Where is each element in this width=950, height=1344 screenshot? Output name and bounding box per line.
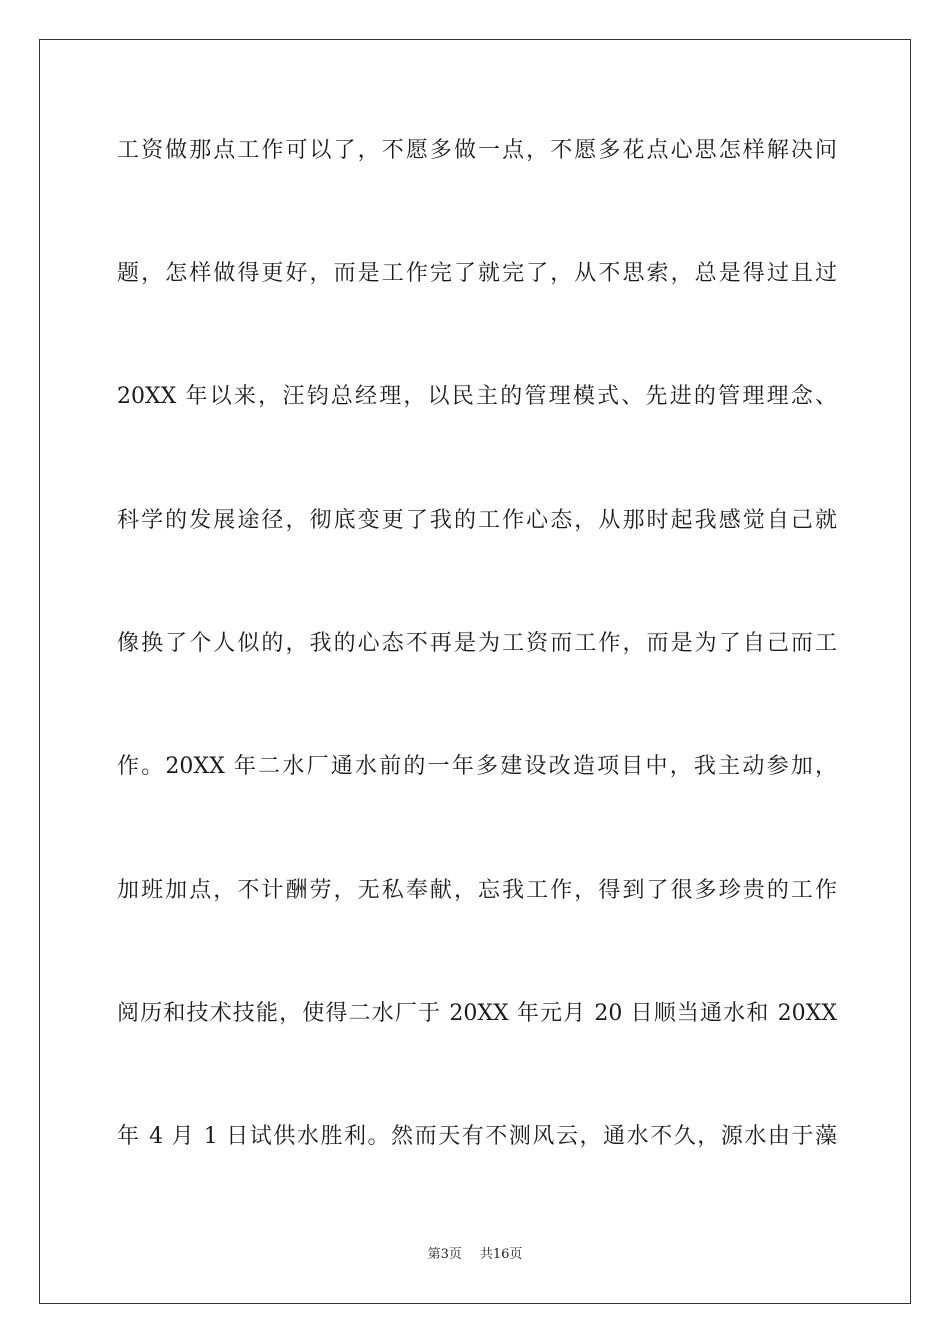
total-pages: 共16页 [479, 1247, 523, 1262]
text-line: 年 4 月 1 日试供水胜利。然而天有不测风云，通水不久，源水由于藻 [117, 1124, 837, 1149]
page-number: 第3页 [427, 1247, 462, 1262]
page-footer [0, 1246, 950, 1264]
text-line: 作。20XX 年二水厂通水前的一年多建设改造项目中，我主动参加， [117, 754, 837, 779]
text-line: 阅历和技术技能，使得二水厂于 20XX 年元月 20 日顺当通水和 20XX [117, 1001, 837, 1026]
text-line: 20XX 年以来，汪钧总经理，以民主的管理模式、先进的管理理念、 [117, 384, 837, 409]
text-line: 题，怎样做得更好，而是工作完了就完了，从不思索，总是得过且过 [117, 261, 837, 286]
page-border [39, 39, 911, 1304]
text-line: 科学的发展途径，彻底变更了我的工作心态，从那时起我感觉自己就 [117, 508, 837, 533]
text-line: 工资做那点工作可以了，不愿多做一点，不愿多花点心思怎样解决问 [117, 138, 837, 163]
text-line: 加班加点，不计酬劳，无私奉献，忘我工作，得到了很多珍贵的工作 [117, 878, 837, 903]
text-line: 像换了个人似的，我的心态不再是为工资而工作，而是为了自己而工 [117, 631, 837, 656]
